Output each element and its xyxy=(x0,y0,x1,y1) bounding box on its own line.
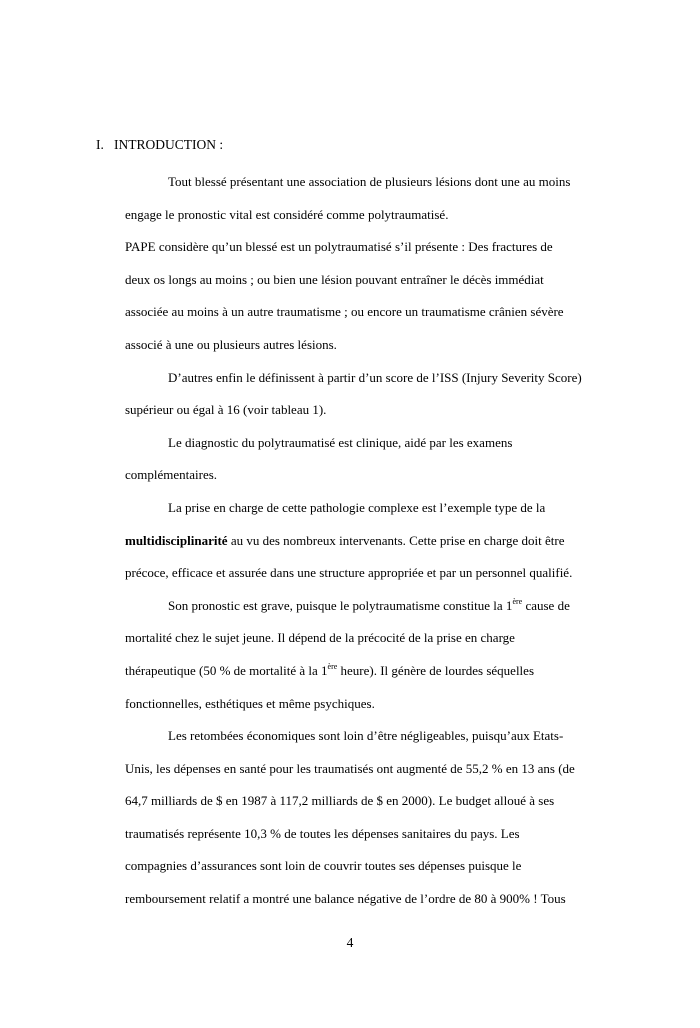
section-number: I. xyxy=(96,137,104,152)
text-line: compagnies d’assurances sont loin de couvrir toutes ses dépenses puisque le xyxy=(125,858,522,874)
bold-term: multidisciplinarité xyxy=(125,532,228,548)
text-line: PAPE considère qu’un blessé est un polytraumatisé s’il présente : Des fractures de xyxy=(125,239,553,255)
text-line: supérieur ou égal à 16 (voir tableau 1). xyxy=(125,402,327,418)
text-line: associé à une ou plusieurs autres lésions. xyxy=(125,336,337,352)
text-line: remboursement relatif a montré une balance négative de l’ordre de 80 à 900% ! Tous xyxy=(125,891,566,907)
text-line: fonctionnelles, esthétiques et même psychiques. xyxy=(125,695,375,711)
text-line xyxy=(125,525,620,558)
text-line: deux os longs au moins ; ou bien une lésion pouvant entraîner le décès immédiat xyxy=(125,271,544,287)
text-span: au vu des nombreux intervenants. Cette prise en charge doit être xyxy=(227,532,565,548)
text-line: précoce, efficace et assurée dans une structure appropriée et par un personnel qualifié. xyxy=(125,565,573,581)
section-title: INTRODUCTION : xyxy=(114,137,224,152)
text-line: Unis, les dépenses en santé pour les traumatisés ont augmenté de 55,2 % en 13 ans (de xyxy=(125,760,575,776)
text-line: engage le pronostic vital est considéré comme polytraumatisé. xyxy=(125,206,449,222)
section-heading xyxy=(96,137,223,153)
body-text xyxy=(125,166,620,916)
text-line xyxy=(125,590,620,623)
text-line: 64,7 milliards de $ en 1987 à 117,2 milliards de $ en 2000). Le budget alloué à ses xyxy=(125,793,555,809)
text-line xyxy=(125,655,620,688)
text-line: mortalité chez le sujet jeune. Il dépend de la précocité de la prise en charge xyxy=(125,630,515,646)
text-span: heure). Il génère de lourdes séquelles xyxy=(337,662,535,678)
text-line: traumatisés représente 10,3 % de toutes les dépenses sanitaires du pays. Les xyxy=(125,825,520,841)
text-line: D’autres enfin le définissent à partir d’un score de l’ISS (Injury Severity Score) xyxy=(168,369,582,385)
superscript: ère xyxy=(512,596,523,606)
text-line: Le diagnostic du polytraumatisé est clinique, aidé par les examens xyxy=(168,434,513,450)
text-span: thérapeutique (50 % de mortalité à la 1 xyxy=(125,662,328,678)
text-line: associée au moins à un autre traumatisme ; ou encore un traumatisme crânien sévère xyxy=(125,304,564,320)
text-line: complémentaires. xyxy=(125,467,218,483)
superscript: ère xyxy=(327,661,338,671)
text-line: Tout blessé présentant une association de plusieurs lésions dont une au moins xyxy=(168,174,571,189)
text-span: Son pronostic est grave, puisque le polytraumatisme constitue la 1 xyxy=(168,597,513,613)
text-line: La prise en charge de cette pathologie complexe est l’exemple type de la xyxy=(168,499,546,515)
text-line: Les retombées économiques sont loin d’être négligeables, puisqu’aux Etats- xyxy=(168,728,564,744)
page-number: 4 xyxy=(346,935,354,950)
text-span: cause de xyxy=(522,597,570,613)
